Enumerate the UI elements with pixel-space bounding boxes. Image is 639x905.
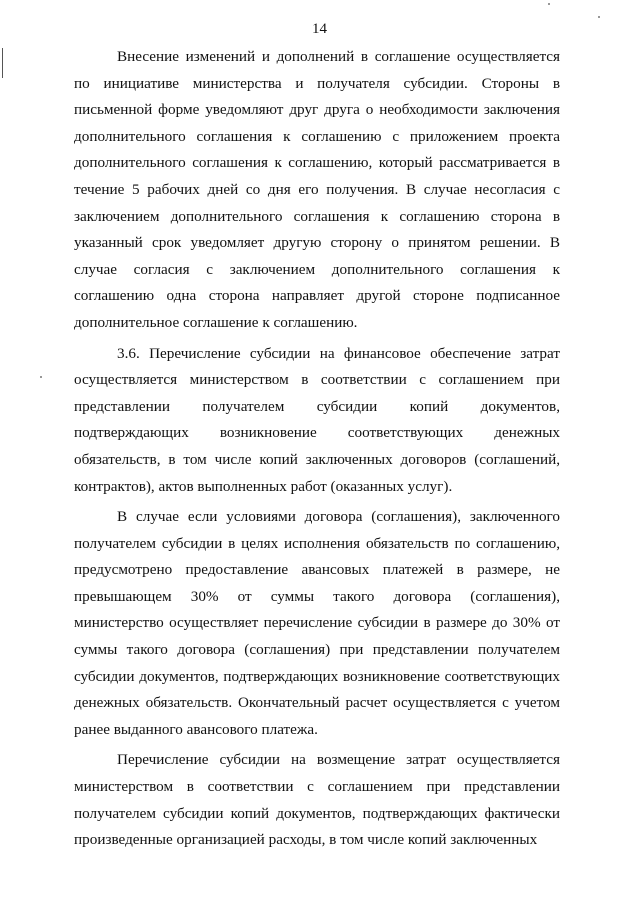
page-number: 14	[312, 21, 327, 37]
document-body	[74, 22, 560, 854]
paragraph-cost-reimbursement: Перечисление субсидии на возмещение затрат осуществляется министерством в соответствии с соглашением при представлении получателем субсидии копий документов, подтверждающих фактически произведенные организацией расходы, в том числе копий заключенных	[74, 751, 560, 849]
paragraph-3-6: 3.6. Перечисление субсидии на финансовое обеспечение затрат осуществляется министерством в соответствии с соглашением при представлении получателем субсидии копий документов, подтверждающих возникновение соответствующих денежных обязательств, в том числе копий заключенных договоров (соглашений, контрактов), актов выполненных работ (оказанных услуг).	[74, 344, 560, 495]
binding-mark	[2, 48, 3, 78]
scan-speck	[598, 16, 600, 18]
paragraph-amendments: Внесение изменений и дополнений в соглашение осуществляется по инициативе министерства и получателя субсидии. Стороны в письменной форме уведомляют друг друга о необходимости заключения дополнительного соглашения к соглашению с приложением проекта дополнительного соглашения к соглашению, который рассматривается в течение 5 рабочих дней со дня его получения. В случае несогласия с заключением дополнительного соглашения к соглашению сторона в указанный срок уведомляет другую сторону о принятом решении. В случае согласия с заключением дополнительного соглашения к соглашению одна сторона направляет другой стороне подписанное дополнительное соглашение к соглашению.	[74, 48, 560, 331]
scan-speck	[548, 3, 550, 5]
paragraph-advance-payment: В случае если условиями договора (соглашения), заключенного получателем субсидии в целях исполнения обязательств по соглашению, предусмотрено предоставление авансовых платежей в размере, не превышающем 30% от суммы такого договора (соглашения), министерство осуществляет перечисление субсидии в размере до 30% от суммы такого договора (соглашения) при представлении получателем субсидии документов, подтверждающих возникновение соответствующих денежных обязательств. Окончательный расчет осуществляется с учетом ранее выданного авансового платежа.	[74, 508, 560, 738]
scan-speck	[40, 376, 42, 378]
